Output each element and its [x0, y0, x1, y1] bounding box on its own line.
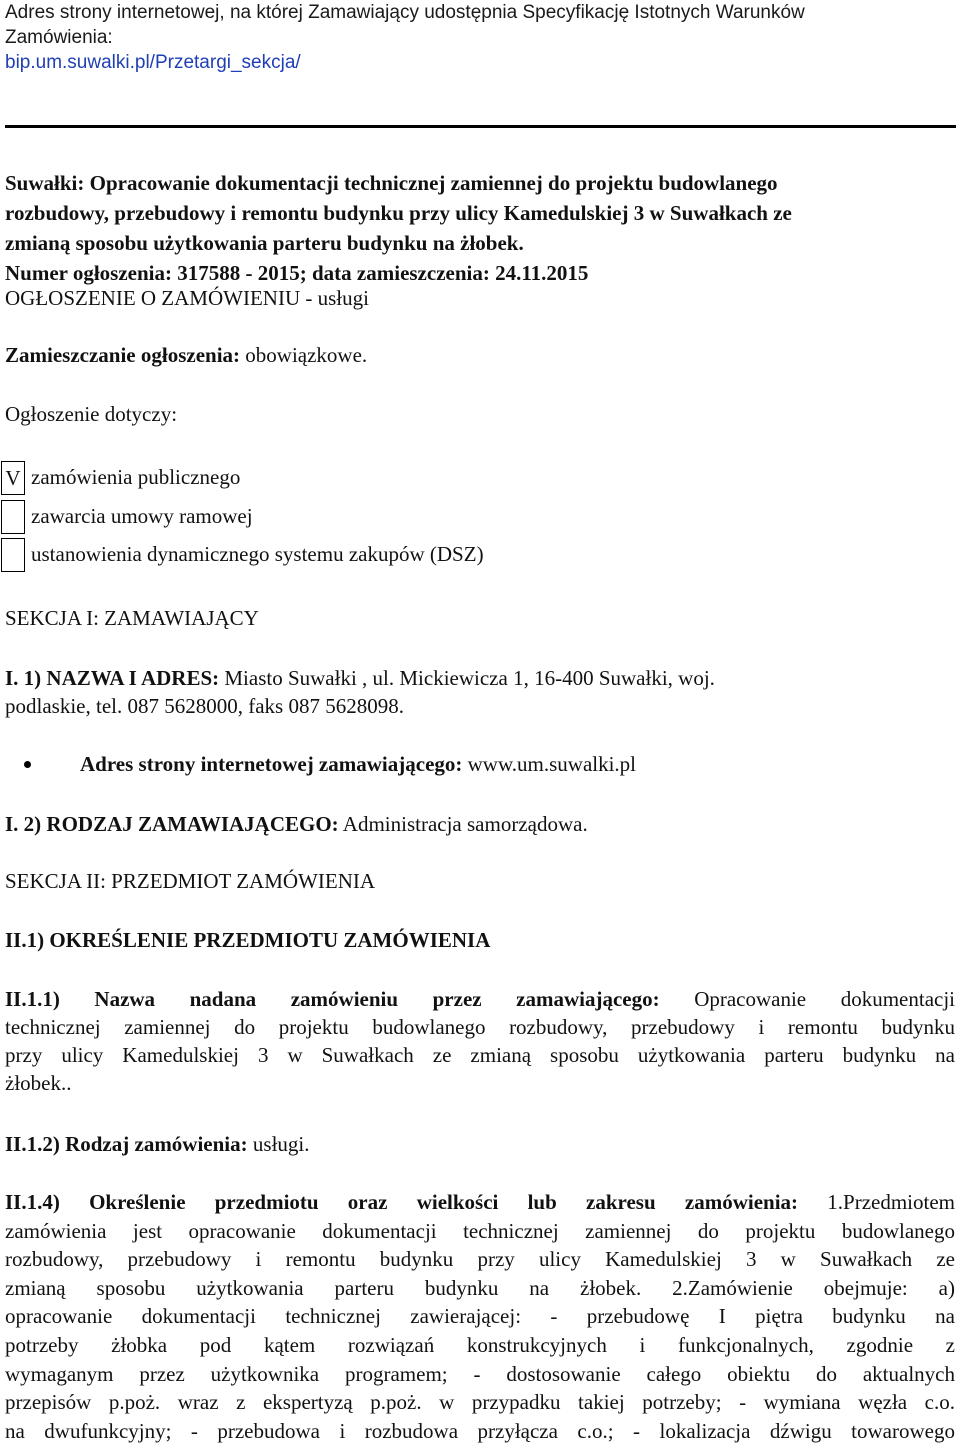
type-value: Administracja samorządowa.	[342, 812, 588, 836]
section-1-heading: SEKCJA I: ZAMAWIAJĄCY	[5, 606, 259, 630]
section-2-name	[5, 985, 955, 1097]
order-name-line3: przy ulicy Kamedulskiej 3 w Suwałkach ze zmianą sposobu użytkowania parteru budynku na	[5, 1043, 955, 1067]
title-line-3: zmianą sposobu użytkowania parteru budynku na żłobek.	[5, 231, 524, 255]
scope-label: II.1.4) Określenie przedmiotu oraz wielkości lub zakresu zamówienia:	[5, 1190, 799, 1214]
order-name-line4: żłobek..	[5, 1071, 72, 1095]
header-line-2: Zamówienia:	[5, 27, 113, 48]
name-label: I. 1) NAZWA I ADRES:	[5, 666, 220, 690]
section-2-scope	[5, 1188, 955, 1445]
title-line-1: Suwałki: Opracowanie dokumentacji technicznej zamiennej do projektu budowlanego	[5, 171, 778, 195]
scope-line: potrzeby żłobka pod kątem rozwiązań konstrukcyjnych i funkcjonalnych, zgodnie z	[5, 1332, 955, 1357]
header-line-1: Adres strony internetowej, na której Zamawiający udostępnia Specyfikację Istotnych Warunków	[5, 2, 805, 23]
option-label: zawarcia umowy ramowej	[31, 504, 253, 528]
section-1-type	[5, 810, 955, 838]
notice-title	[5, 168, 955, 288]
name-value-line1: Miasto Suwałki , ul. Mickiewicza 1, 16-400 Suwałki, woj.	[224, 666, 715, 690]
bullet-icon	[24, 761, 31, 768]
scope-line: przepisów p.poż. wraz z ekspertyzą p.poż. w przypadku takiej potrzeby; - wymiana węzła c.o.	[5, 1390, 955, 1415]
kind-value: usługi.	[252, 1132, 310, 1156]
order-name-label: II.1.1) Nazwa nadana zamówieniu przez zamawiającego:	[5, 987, 660, 1011]
checkbox-unchecked[interactable]	[1, 538, 25, 572]
kind-label: II.1.2) Rodzaj zamówienia:	[5, 1132, 248, 1156]
scope-line: opracowanie dokumentacji technicznej zawierającej: - przebudowę I piętra budynku na	[5, 1304, 955, 1329]
type-label: I. 2) RODZAJ ZAMAWIAJĄCEGO:	[5, 812, 339, 836]
section-1-name	[5, 664, 955, 720]
scope-line-1: 1.Przedmiotem	[827, 1190, 956, 1214]
website-value: www.um.suwalki.pl	[467, 752, 637, 776]
section-2-heading: SEKCJA II: PRZEDMIOT ZAMÓWIENIA	[5, 869, 376, 893]
header-divider	[5, 125, 956, 128]
checkbox-unchecked[interactable]	[1, 500, 25, 534]
title-line-2: rozbudowy, przebudowy i remontu budynku przy ulicy Kamedulskiej 3 w Suwałkach ze	[5, 201, 792, 225]
spec-link[interactable]: bip.um.suwalki.pl/Przetargi_sekcja/	[5, 52, 301, 73]
section-2-subheading: II.1) OKREŚLENIE PRZEDMIOTU ZAMÓWIENIA	[5, 928, 491, 952]
order-name-line2: technicznej zamiennej do projektu budowlanego rozbudowy, przebudowy i remontu budynku	[5, 1015, 955, 1039]
checkbox-checked[interactable]: V	[1, 461, 25, 495]
section-2-kind	[5, 1130, 955, 1158]
scope-line: zmianą sposobu użytkowania parteru budynku na żłobek. 2.Zamówienie obejmuje: a)	[5, 1275, 955, 1300]
website-label: Adres strony internetowej zamawiającego:	[80, 752, 463, 776]
concerns-label: Ogłoszenie dotyczy:	[5, 402, 178, 426]
scope-line: rozbudowy, przebudowy i remontu budynku przy ulicy Kamedulskiej 3 w Suwałkach ze	[5, 1247, 955, 1272]
scope-line: zamówienia jest opracowanie dokumentacji technicznej zamiennej do projektu budowlanego	[5, 1218, 955, 1243]
scope-line: wymaganym przez użytkownika programem; - dostosowanie całego obiektu do aktualnych	[5, 1361, 955, 1386]
placement-value: obowiązkowe.	[245, 343, 368, 367]
option-label: zamówienia publicznego	[31, 465, 241, 489]
scope-line: na dwufunkcyjny; - przebudowa i rozbudowa przyłącza c.o.; - lokalizacja dźwigu towarowego	[5, 1418, 955, 1443]
document-header	[5, 0, 955, 75]
notice-type: OGŁOSZENIE O ZAMÓWIENIU - usługi	[5, 286, 369, 310]
order-name-line1: Opracowanie dokumentacji	[694, 987, 955, 1011]
option-label: ustanowienia dynamicznego systemu zakupów (DSZ)	[31, 542, 484, 566]
notice-number: Numer ogłoszenia: 317588 - 2015; data zamieszczenia: 24.11.2015	[5, 261, 589, 285]
name-value-line2: podlaskie, tel. 087 5628000, faks 087 5628098.	[5, 694, 404, 718]
placement-row	[5, 341, 955, 369]
placement-label: Zamieszczanie ogłoszenia:	[5, 343, 241, 367]
